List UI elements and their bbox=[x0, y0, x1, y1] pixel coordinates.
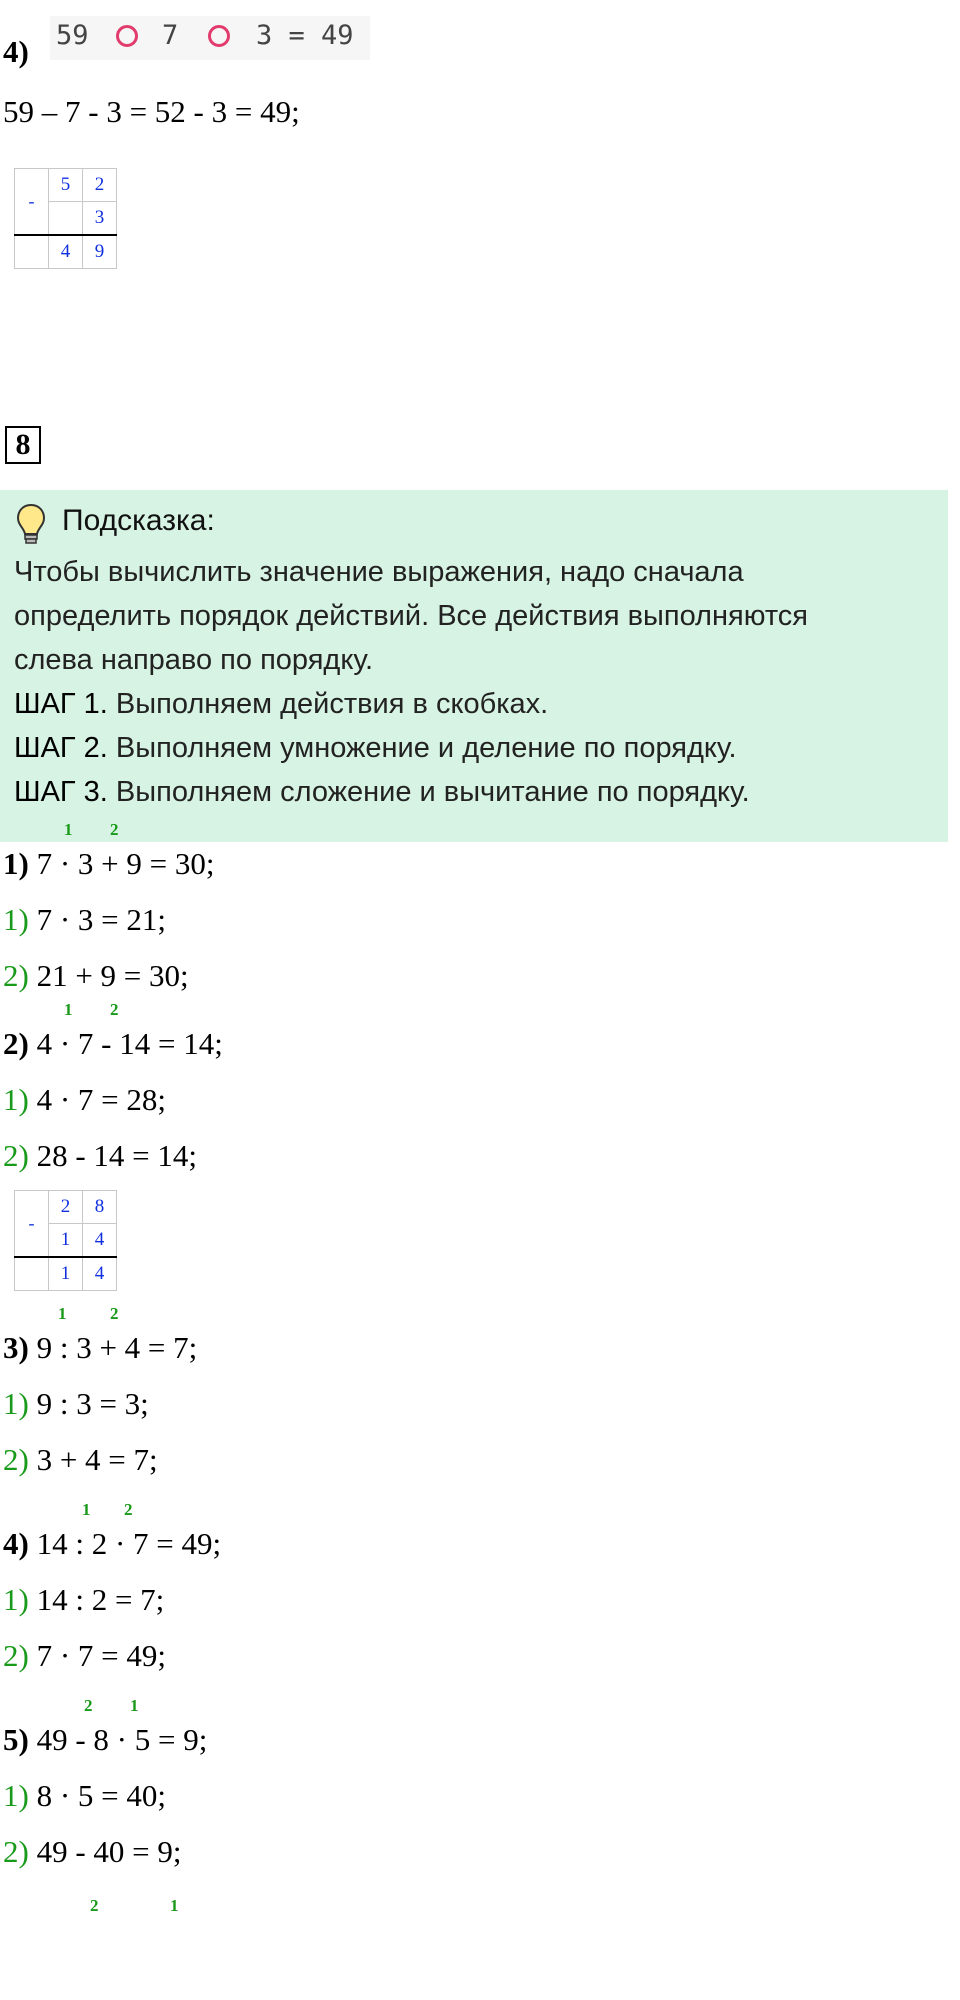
expression-text: 9 : 3 + 4 = 7; bbox=[28, 1330, 198, 1365]
expression-text: 14 : 2 · 7 = 49; bbox=[28, 1526, 222, 1561]
image-result: 3 = 49 bbox=[256, 20, 354, 51]
hint-text: слева направо по порядку. bbox=[14, 644, 374, 676]
order-mark: 2 bbox=[124, 1500, 133, 1519]
step-text: Выполняем действия в скобках. bbox=[107, 688, 549, 720]
problem-expression bbox=[3, 1526, 221, 1562]
step-text: 21 + 9 = 30; bbox=[28, 958, 189, 993]
problem-label: 4) bbox=[3, 1526, 29, 1561]
problem-expression bbox=[3, 1330, 197, 1366]
solution-step bbox=[3, 1778, 166, 1814]
hint-step-2 bbox=[14, 732, 737, 765]
prev-item-label: 4) bbox=[3, 34, 29, 69]
step-number: 1) bbox=[3, 1582, 29, 1617]
digit: 4 bbox=[83, 1224, 117, 1258]
step-label: ШАГ 2. bbox=[14, 732, 108, 764]
order-mark: 1 bbox=[64, 1000, 73, 1019]
problem-expression bbox=[3, 1026, 223, 1062]
step-number: 1) bbox=[3, 902, 29, 937]
step-number: 2) bbox=[3, 958, 29, 993]
column-subtraction bbox=[14, 168, 117, 269]
empty-circle-icon bbox=[116, 25, 138, 47]
problem-label: 3) bbox=[3, 1330, 29, 1365]
digit: 3 bbox=[83, 202, 117, 236]
solution-step bbox=[3, 1138, 197, 1174]
step-text: 4 · 7 = 28; bbox=[28, 1082, 166, 1117]
order-mark: 1 bbox=[64, 820, 73, 839]
problem-label: 2) bbox=[3, 1026, 29, 1061]
step-text: 8 · 5 = 40; bbox=[28, 1778, 166, 1813]
step-text: Выполняем умножение и деление по порядку. bbox=[107, 732, 737, 764]
digit: 8 bbox=[83, 1191, 117, 1224]
solution-step bbox=[3, 1386, 149, 1422]
problem-label: 1) bbox=[3, 846, 29, 881]
order-mark: 2 bbox=[84, 1696, 93, 1715]
order-mark: 2 bbox=[110, 1304, 119, 1323]
empty-cell bbox=[15, 235, 49, 269]
step-text: 7 · 3 = 21; bbox=[28, 902, 166, 937]
order-mark: 2 bbox=[90, 1896, 99, 1915]
hint-box bbox=[0, 490, 948, 842]
prev-solution: 59 – 7 - 3 = 52 - 3 = 49; bbox=[3, 94, 300, 129]
column-subtraction bbox=[14, 1190, 117, 1291]
solution-step bbox=[3, 1834, 182, 1870]
hint-text: Чтобы вычислить значение выражения, надо сначала bbox=[14, 556, 744, 588]
step-number: 2) bbox=[3, 1638, 29, 1673]
hint-title: Подсказка: bbox=[62, 504, 215, 537]
order-mark: 1 bbox=[82, 1500, 91, 1519]
digit: 2 bbox=[49, 1191, 83, 1224]
solution-step bbox=[3, 1082, 166, 1118]
digit bbox=[49, 202, 83, 236]
order-mark: 2 bbox=[110, 820, 119, 839]
problem-expression bbox=[3, 1722, 207, 1758]
digit: 5 bbox=[49, 169, 83, 202]
empty-cell bbox=[15, 1257, 49, 1291]
step-text: 9 : 3 = 3; bbox=[28, 1386, 149, 1421]
digit: 4 bbox=[83, 1257, 117, 1291]
hint-step-1 bbox=[14, 688, 548, 721]
problem-label: 5) bbox=[3, 1722, 29, 1757]
image-number-7: 7 bbox=[162, 20, 179, 51]
step-text: 7 · 7 = 49; bbox=[28, 1638, 166, 1673]
hint-step-3 bbox=[14, 776, 750, 809]
digit: 9 bbox=[83, 235, 117, 269]
step-number: 1) bbox=[3, 1386, 29, 1421]
minus-sign: - bbox=[15, 1191, 49, 1258]
expression-text: 49 - 8 · 5 = 9; bbox=[28, 1722, 208, 1757]
solution-step bbox=[3, 1442, 158, 1478]
step-label: ШАГ 1. bbox=[14, 688, 108, 720]
minus-sign: - bbox=[15, 169, 49, 236]
order-mark: 1 bbox=[170, 1896, 179, 1915]
solution-step bbox=[3, 902, 166, 938]
hint-text: определить порядок действий. Все действия выполняются bbox=[14, 600, 808, 632]
order-mark: 1 bbox=[58, 1304, 67, 1323]
order-mark: 2 bbox=[110, 1000, 119, 1019]
step-number: 2) bbox=[3, 1834, 29, 1869]
digit: 2 bbox=[83, 169, 117, 202]
solution-step bbox=[3, 1582, 164, 1618]
empty-circle-icon bbox=[208, 25, 230, 47]
step-text: 14 : 2 = 7; bbox=[28, 1582, 165, 1617]
step-number: 2) bbox=[3, 1442, 29, 1477]
step-text: Выполняем сложение и вычитание по порядку. bbox=[107, 776, 750, 808]
expression-text: 7 · 3 + 9 = 30; bbox=[28, 846, 215, 881]
step-number: 1) bbox=[3, 1082, 29, 1117]
step-text: 49 - 40 = 9; bbox=[28, 1834, 182, 1869]
problem-expression bbox=[3, 846, 214, 882]
lightbulb-icon bbox=[14, 502, 48, 546]
expression-image bbox=[50, 16, 370, 60]
step-text: 28 - 14 = 14; bbox=[28, 1138, 197, 1173]
image-number-59: 59 bbox=[56, 20, 89, 51]
step-label: ШАГ 3. bbox=[14, 776, 108, 808]
order-mark: 1 bbox=[130, 1696, 139, 1715]
solution-step bbox=[3, 1638, 166, 1674]
task-number: 8 bbox=[5, 426, 41, 464]
digit: 1 bbox=[49, 1224, 83, 1258]
step-number: 2) bbox=[3, 1138, 29, 1173]
expression-text: 4 · 7 - 14 = 14; bbox=[28, 1026, 223, 1061]
digit: 4 bbox=[49, 235, 83, 269]
digit: 1 bbox=[49, 1257, 83, 1291]
step-text: 3 + 4 = 7; bbox=[28, 1442, 158, 1477]
solution-step bbox=[3, 958, 189, 994]
step-number: 1) bbox=[3, 1778, 29, 1813]
